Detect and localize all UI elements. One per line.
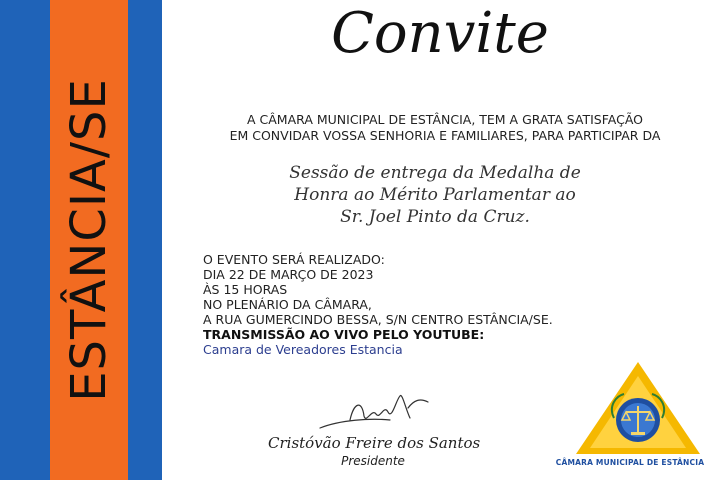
event-description bbox=[250, 162, 620, 228]
emblem-caption: CÂMARA MUNICIPAL DE ESTÂNCIA bbox=[555, 458, 705, 467]
intro-line: EM CONVIDAR VOSSA SENHORIA E FAMILIARES, PARA PARTICIPAR DA bbox=[229, 128, 661, 143]
council-emblem-icon bbox=[568, 358, 708, 470]
signer-role: Presidente bbox=[341, 454, 405, 468]
invitation-title: Convite bbox=[331, 1, 549, 66]
intro-paragraph bbox=[200, 112, 690, 144]
event-line: Sessão de entrega da Medalha de bbox=[289, 163, 581, 183]
event-address: A RUA GUMERCINDO BESSA, S/N CENTRO ESTÂNCIA/SE. bbox=[203, 312, 553, 327]
event-time: ÀS 15 HORAS bbox=[203, 282, 288, 297]
stream-channel-link[interactable]: Camara de Vereadores Estancia bbox=[203, 342, 403, 357]
side-band bbox=[0, 0, 162, 480]
signer-name: Cristóvão Freire dos Santos bbox=[268, 434, 481, 452]
event-line: Honra ao Mérito Parlamentar ao bbox=[294, 185, 576, 205]
event-line: Sr. Joel Pinto da Cruz. bbox=[340, 207, 530, 227]
side-band-text: ESTÂNCIA/SE bbox=[61, 78, 117, 402]
event-venue: NO PLENÁRIO DA CÂMARA, bbox=[203, 297, 372, 312]
details-line: O EVENTO SERÁ REALIZADO: bbox=[203, 252, 385, 267]
stream-label: TRANSMISSÃO AO VIVO PELO YOUTUBE: bbox=[203, 327, 485, 342]
signature-scribble bbox=[310, 390, 450, 438]
event-details bbox=[203, 252, 623, 357]
intro-line: A CÂMARA MUNICIPAL DE ESTÂNCIA, TEM A GRATA SATISFAÇÃO bbox=[247, 112, 643, 127]
event-date: DIA 22 DE MARÇO DE 2023 bbox=[203, 267, 374, 282]
